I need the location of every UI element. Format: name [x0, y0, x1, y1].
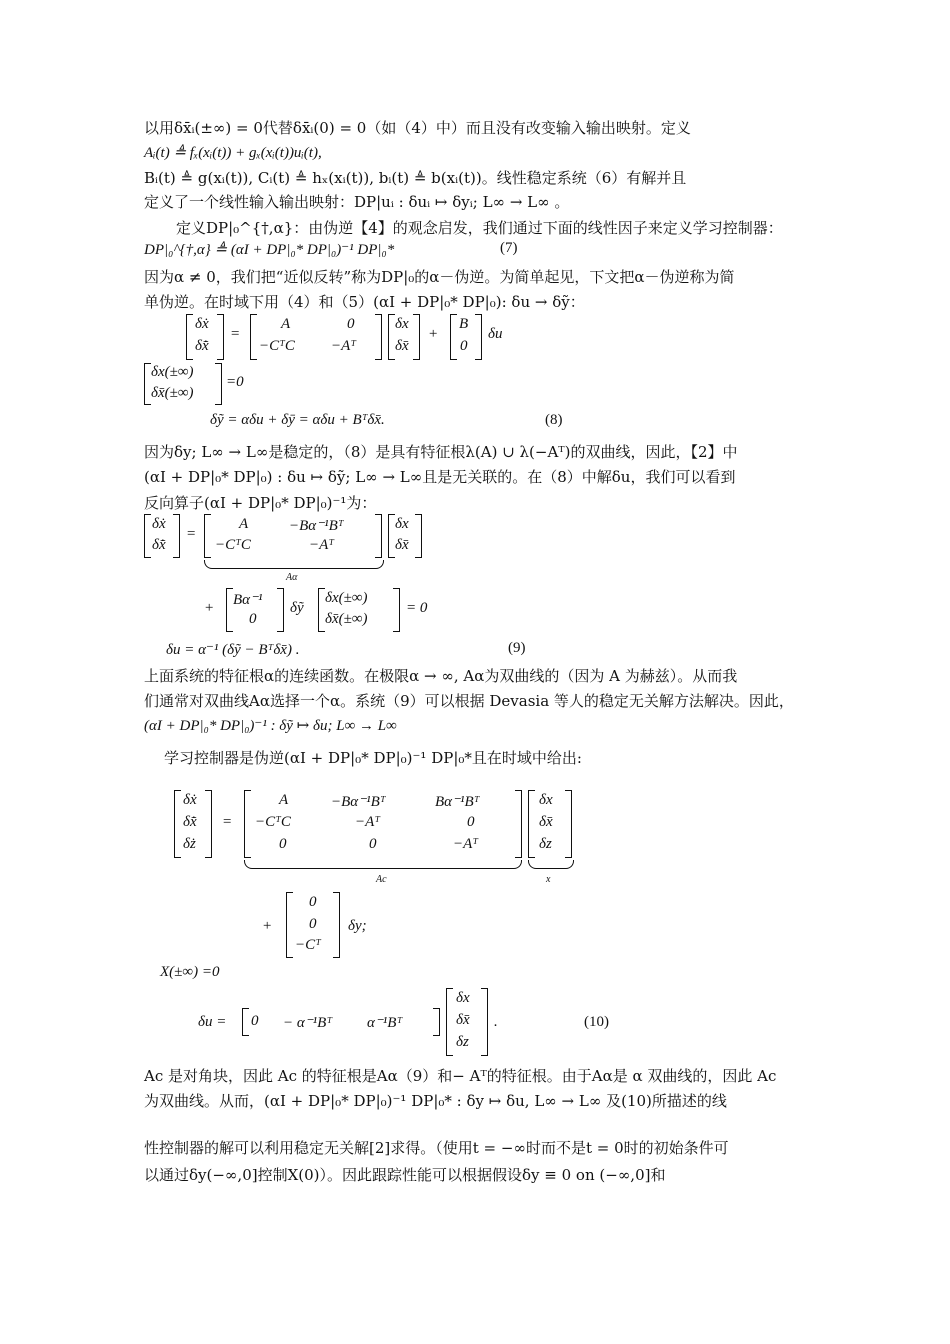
paragraph-line: (αI + DP|₀* DP|₀) : δu ↦ δỹ; L∞ → L∞且是无关联的。在（8）中解δu，我们可以看到	[144, 468, 736, 486]
paragraph-line: 以用δx̄ᵢ(±∞) = 0代替δx̄ᵢ(0) = 0（如（4）中）而且没有改变输入输出映射。定义	[144, 119, 691, 137]
paragraph-line: 上面系统的特征根α的连续函数。在极限α → ∞, Aα为双曲线的（因为 A 为赫兹）。从而我	[144, 667, 738, 685]
paragraph-line: 以通过δy(−∞,0]控制X(0)）。因此跟踪性能可以根据假设δy ≡ 0 on (−∞,0]和	[144, 1166, 666, 1184]
equation-10-boundary: X(±∞) =0	[160, 964, 220, 980]
equation-9: δu = α⁻¹ (δỹ − Bᵀδx̄) .	[166, 642, 300, 658]
equation-7: DP|₀^{†,α} ≜ (αI + DP|₀* DP|₀)⁻¹ DP|₀*	[144, 242, 395, 258]
paragraph-line: 们通常对双曲线Aα选择一个α。系统（9）可以根据 Devasia 等人的稳定无关解方法解决。因此，	[144, 692, 794, 710]
equation-number: (7)	[500, 240, 518, 256]
paragraph-line: Ac 是对角块，因此 Ac 的特征根是Aα（9）和− Aᵀ的特征根。由于Aα是 α 双曲线的，因此 Ac	[144, 1067, 777, 1085]
paragraph-line: 定义了一个线性输入输出映射：DP|uᵢ : δuᵢ ↦ δyᵢ; L∞ → L∞ 。	[144, 193, 570, 211]
equation-line: (αI + DP|₀* DP|₀)⁻¹ : δỹ ↦ δu; L∞ → L∞	[144, 718, 397, 734]
paragraph-line: 因为α ≠ 0，我们把“近似反转”称为DP|₀的α－伪逆。为简单起见，下文把α－伪逆称为简	[144, 268, 735, 286]
equation-line: Aᵢ(t) ≜ fₓ(xᵢ(t)) + gₓ(xᵢ(t))uᵢ(t),	[144, 145, 322, 161]
system-matrix: A 0 −CᵀC −Aᵀ	[250, 314, 382, 360]
paragraph-line: 为双曲线。从而，(αI + DP|₀* DP|₀)⁻¹ DP|₀* : δy ↦ δu, L∞ → L∞ 及(10)所描述的线	[144, 1092, 727, 1110]
equation-number: (8)	[545, 412, 563, 428]
equation-number: (9)	[508, 640, 526, 656]
paragraph-line: 因为δy; L∞ → L∞是稳定的，（8）是具有特征根λ(A) ∪ λ(−Aᵀ)的双曲线，因此，【2】中	[144, 443, 738, 461]
paragraph-line: 反向算子(αI + DP|₀* DP|₀)⁻¹为：	[144, 494, 377, 512]
vector-bracket: δẋ δx̄̇	[186, 314, 224, 360]
equation-number: (10)	[584, 1014, 609, 1030]
definition-line: 定义DP|₀^{†,α}：由伪逆【4】的观念启发，我们通过下面的线性因子来定义学习控制器：	[176, 219, 783, 237]
equation-8: δỹ = αδu + δȳ = αδu + Bᵀδx̄.	[210, 412, 385, 428]
paragraph-line: Bᵢ(t) ≜ g(xᵢ(t)), Cᵢ(t) ≜ hₓ(xᵢ(t)), bᵢ(t) ≜ b(xᵢ(t))。线性稳定系统（6）有解并且	[144, 169, 687, 187]
paragraph-line: 学习控制器是伪逆(αI + DP|₀* DP|₀)⁻¹ DP|₀*且在时域中给出:	[164, 749, 582, 767]
paragraph-line: 单伪逆。在时域下用（4）和（5）(αI + DP|₀* DP|₀): δu → δỹ：	[144, 293, 585, 311]
paragraph-line: 性控制器的解可以利用稳定无关解[2]求得。（使用t = −∞时而不是t = 0时的初始条件可	[144, 1139, 729, 1157]
